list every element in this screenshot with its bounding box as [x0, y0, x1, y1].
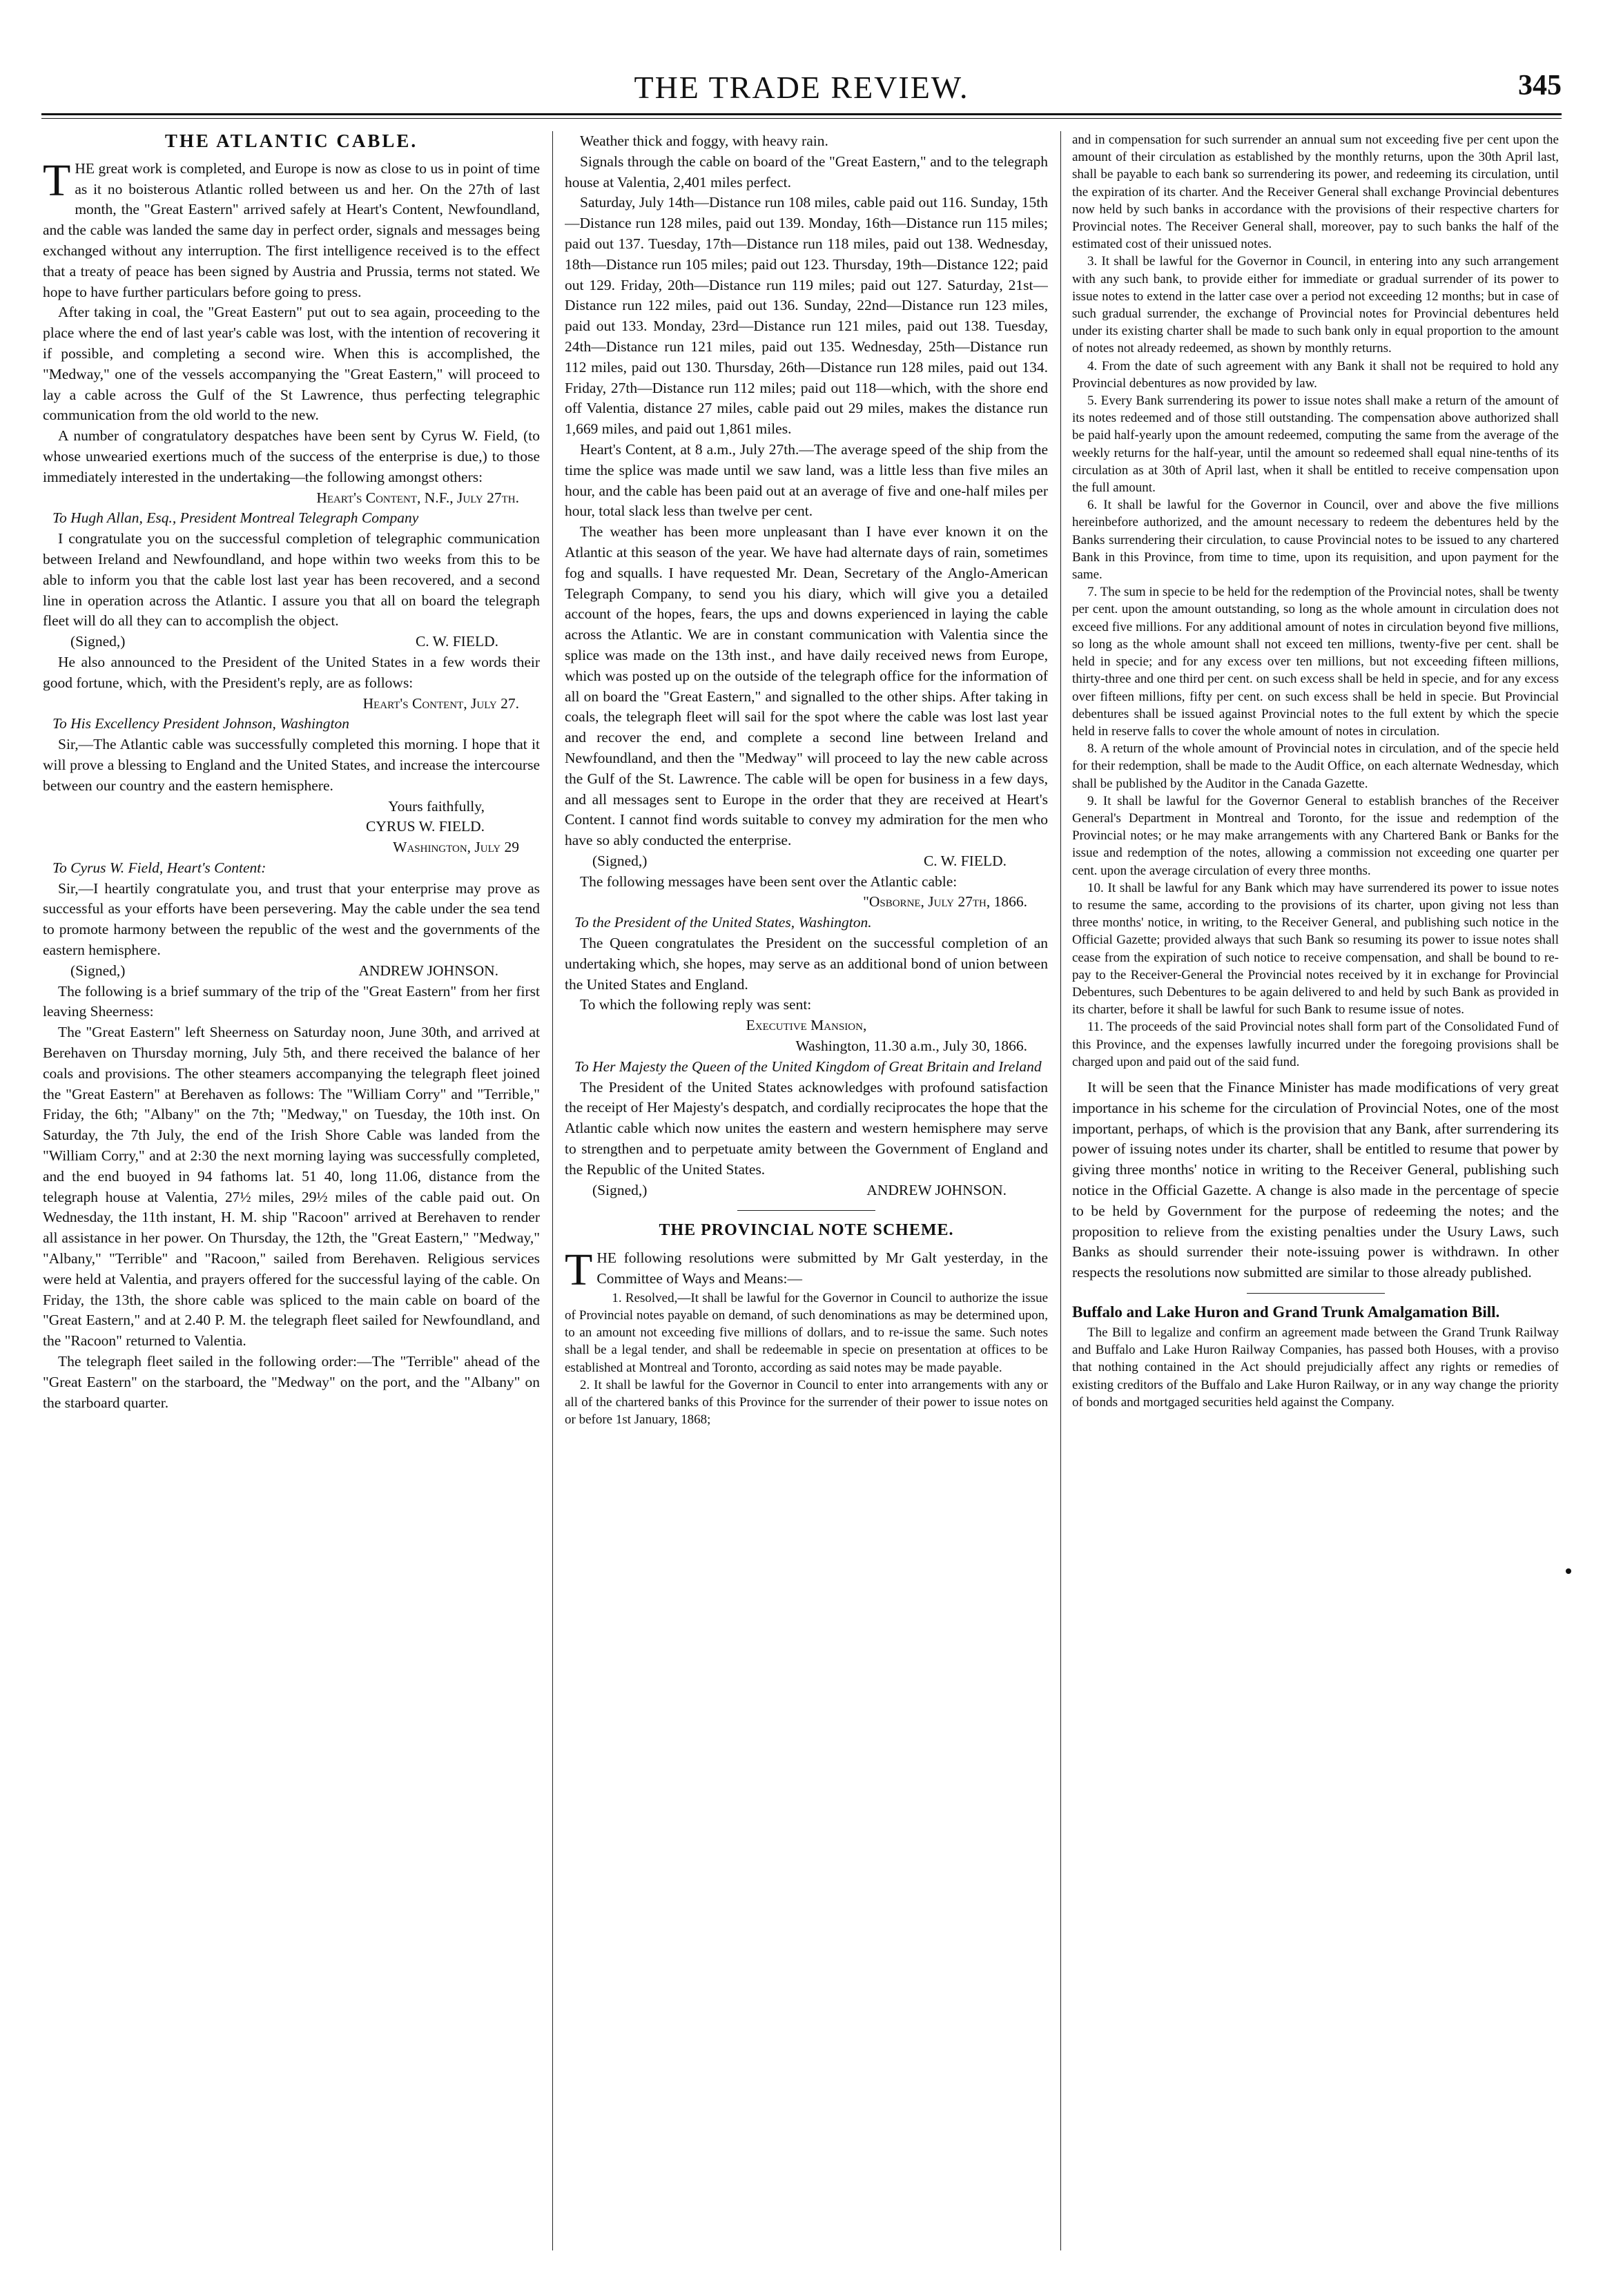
signatory: CYRUS W. FIELD. [365, 818, 485, 835]
resolution: and in compensation for such surrender an annual sum not exceeding five per cent upon the amount of their circulation as established by the monthly returns, upon the 30th April last, shall be payable to each bank so surrendering its power, and redeeming its circulation, until the expiration of its charter. And the Receiver General shall exchange Provincial debentures now held by such banks in accordance with the provisions of their respective charters for Provincial notes. The Receiver General shall, moreover, pay to such banks the half of the estimated cost of their unissued notes. [1072, 133, 1559, 252]
article-paragraph: Heart's Content, at 8 a.m., July 27th.—The average speed of the ship from the time the splice was made until we saw land, was a little less than five miles an hour, and the cable has been paid out at an average of five and one-half miles per hour, total slack less than twelve per cent. [565, 440, 1048, 520]
article-heading: THE PROVINCIAL NOTE SCHEME. [659, 1221, 954, 1240]
column-divider [1060, 131, 1061, 2250]
dispatch-body: I congratulate you on the successful completion of telegraphic communication between Ireland and Newfoundland, and hope within two weeks from this to be able to inform you that the cable lost last year has been recovered, and a second line in operation across the Atlantic. I assure you that all on board the telegraph fleet will do all they can to accomplish the object. [43, 530, 540, 630]
article-paragraph: The "Great Eastern" left Sheerness on Saturday noon, June 30th, and arrived at Berehaven on Thursday morning, July 5th, and there received the balance of her coals and provisions. The other steamers accompanying the telegraph fleet joined the "Great Eastern" at Berehaven as follows: The "William Corry" and "Terrible," Friday, the 6th; "Albany" on the 7th; "Medway," on Tuesday, the 10th inst. On Saturday, the 7th July, the end of the Irish Shore Cable was landed from the "William Corry," and at 2:30 the next morning laying was successfully completed, and the end buoyed in 94 fathoms lat. 51 40, long 11.06, distance from the telegraph house at Valentia, 27½ miles, 29½ miles of the cable paid out. On Wednesday, the 11th instant, H. M. ship "Racoon" arrived at Berehaven to render all assistance in her power. On Thursday, the 12th, the "Great Eastern," "Medway," "Albany," "Terrible" and "Racoon," sailed from Berehaven. Religious services were held at Valentia, and prayers offered for the successful laying of the cable. On Friday, the 13th, the shore cable was spliced to the main cable on board of the "Great Eastern," and at 2.40 P. M. the telegraph fleet sailed for Newfoundland, and the "Racoon" returned to Valentia. [43, 1024, 540, 1350]
resolution: 5. Every Bank surrendering its power to issue notes shall make a return of the amount of its notes redeemed and of those still outstanding. The compensation above authorized shall be paid half-yearly upon the amount redeemed, computing the same from the average of the weekly returns for the half-year, until the amount so redeemed shall equal nine-tenths of its circulation as at 30th of April last, when it shall be entitled to receive compensation upon the full amount. [1072, 393, 1559, 496]
section-separator [737, 1210, 875, 1211]
article-paragraph: The telegraph fleet sailed in the following order:—The "Terrible" ahead of the "Great Eastern" on the starboard, the "Medway" on the port, and the "Albany" on the starboard quarter. [43, 1353, 540, 1411]
signature-line [43, 632, 540, 652]
column-divider [552, 131, 553, 2250]
signed-label: (Signed,) [592, 852, 648, 869]
dispatch-body: Sir,—I heartily congratulate you, and trust that your enterprise may prove as successful as your efforts have been persevering. May the cable under the sea tend to promote harmony between the republic of the west and the governments of the eastern hemisphere. [43, 879, 540, 959]
article-paragraph: The weather has been more unpleasant than I have ever known it on the Atlantic at this season of the year. We have had alternate days of rain, sometimes fog and squalls. I have requested Mr. Dean, Secretary of the Anglo-American Telegraph Company, to send you his diary, which will give you a detailed account of the hopes, fears, the ups and downs experienced in laying the cable across the Atlantic. We are in constant communication with Valentia since the splice was made on the 13th inst., and have daily received news from Europe, which was posted up on the outside of the telegraph office for the information of all on board the "Great Eastern," and signalled to the other ships. After taking in coals, the telegraph fleet will sail for the spot where the cable was lost last year and recover the end, and complete a second line between Ireland and Newfoundland, and then the "Medway" will proceed to lay the new cable across the Gulf of the St. Lawrence. The cable will be open for business in a few days, and all messages sent to Europe in the order that they are received at Heart's Content. I cannot find words suitable to convey my admiration for the men who have so ably conducted the enterprise. [565, 523, 1048, 849]
article-paragraph: The following is a brief summary of the trip of the "Great Eastern" from her first leaving Sheerness: [43, 982, 540, 1020]
article-paragraph [565, 1245, 1048, 1296]
page-number: 345 [1518, 70, 1562, 101]
section-separator [1247, 1293, 1385, 1294]
article-heading: Buffalo and Lake Huron and Grand Trunk Amalgamation Bill. [1072, 1303, 1500, 1321]
drop-cap: T [43, 155, 71, 206]
article-paragraph: The following messages have been sent over the Atlantic cable: [580, 873, 958, 890]
article-heading: THE ATLANTIC CABLE. [164, 131, 418, 151]
resolution: 11. The proceeds of the said Provincial notes shall form part of the Consolidated Fund of this Province, and the expenses lawfully incurred under the foregoing provisions shall be charged upon and paid out of the said fund. [1072, 1020, 1559, 1069]
dispatch-body: Sir,—The Atlantic cable was successfully completed this morning. I hope that it will prove a blessing to England and the United States, and increase the intercourse between our country and the eastern hemisphere. [43, 736, 540, 794]
dispatch-body: The President of the United States acknowledges with profound satisfaction the receipt of Her Majesty's despatch, and cordially reciprocates the hope that the Atlantic cable which now unites the eastern and western hemisphere may serve to strengthen and to perpetuate amity between the Government of England and the Republic of the United States. [565, 1078, 1048, 1178]
article-paragraph: It will be seen that the Finance Minister has made modifications of very great importance in his scheme for the circulation of Provincial Notes, one of the most important, perhaps, of which is the provision that any Bank, after surrendering its power of issuing notes under its charter, shall be entitled to resume that power by giving three months' notice in writing to the Receiver General, publishing such notice in the Official Gazette. A change is also made in the percentage of specie to be held by Government for the purpose of redeeming the notes; and the proposition to relieve from the existing penalties under the Usury Laws, such Banks as should surrender their note-issuing power is withdrawn. In other respects the resolutions now submitted are similar to those already published. [1072, 1078, 1559, 1281]
dispatch-address: To His Excellency President Johnson, Washington [52, 715, 349, 732]
article-paragraph: Weather thick and foggy, with heavy rain. [580, 133, 828, 149]
signatory: C. W. FIELD. [923, 852, 1007, 869]
signatory: ANDREW JOHNSON. [358, 962, 498, 979]
article-paragraph: After taking in coal, the "Great Eastern" put out to sea again, proceeding to the place where the end of last year's cable was lost, with the intention of recovering it if possible, and completing a second wire. When this is accomplished, the "Medway," one of the vessels accompanying the "Great Eastern," will proceed to lay a cable across the Gulf of the St Lawrence, thus perfecting telegraphic communication from the old world to the new. [43, 304, 540, 424]
column-3 [1072, 131, 1559, 2250]
signed-label: (Signed,) [70, 962, 126, 979]
resolution: 8. A return of the whole amount of Provincial notes in circulation, and of the specie held for their redemption, shall be made to the Audit Office, on each alternate Wednesday, which shall be published by the Auditor in the Canada Gazette. [1072, 741, 1559, 791]
signatory: C. W. FIELD. [415, 633, 498, 650]
signature-line [565, 1180, 1048, 1201]
dispatch-dateline: Heart's Content, N.F., July 27th. [316, 489, 519, 506]
paragraph-text: HE great work is completed, and Europe is now as close to us in point of time as it no boisterous Atlantic rolled between us and her. On the 27th of last month, the "Great Eastern" arrived safely at Heart's Content, Newfoundland, and the cable was landed the same day in perfect order, signals and messages being exchanged without any interruption. The first intelligence received is to the effect that a treaty of peace has been signed by Austria and Prussia, terms not stated. We hope to have further particulars before going to press. [43, 159, 540, 300]
drop-cap: T [565, 1245, 593, 1296]
closing: Yours faithfully, [388, 797, 485, 815]
dispatch-dateline: Washington, 11.30 a.m., July 30, 1866. [795, 1038, 1027, 1055]
dispatch-body: The Queen congratulates the President on the successful completion of an undertaking which, she hopes, may serve as an additional bond of union between the United States and England. [565, 935, 1048, 993]
article-paragraph: To which the following reply was sent: [580, 996, 812, 1013]
article-paragraph: A number of congratulatory despatches have been sent by Cyrus W. Field, (to whose unwearied exertions much of the success of the enterprise is due,) to those immediately interested in the undertaking—the following amongst others: [43, 427, 540, 485]
dispatch-address: To Cyrus W. Field, Heart's Content: [52, 859, 266, 876]
signature-line [43, 961, 540, 982]
resolution: 6. It shall be lawful for the Governor in Council, over and above the five millions hereinbefore authorized, and the amount necessary to redeem the debentures held by the Banks surrendering their circulation, to cause Provincial notes to be issued to any chartered Bank in this Province, from time to time, upon its requisition, and upon payment for the same. [1072, 498, 1559, 583]
publication-title: THE TRADE REVIEW. [634, 70, 969, 105]
dispatch-dateline: Washington, July 29 [393, 839, 519, 856]
resolution: 4. From the date of such agreement with any Bank it shall not be required to hold any Provincial debentures as now provided by law. [1072, 358, 1559, 391]
resolution: 10. It shall be lawful for any Bank which may have surrendered its power to issue notes to resume the same, according to the provisions of its charter, upon giving not less than three months' notice, in writing, to the Receiver General, and publishing such notice in the Official Gazette; provided always that such Bank so resuming its power to issue notes shall cease from the expiration of such notice to receive compensation, and shall be bound to re-pay to the Receiver-General the Provincial notes received by it in exchange for Provincial Debentures, such Debentures to be again delivered to and held by such Bank as provided in its charter, before it shall be lawful for such Bank to resume issue of notes. [1072, 880, 1559, 1018]
dispatch-address: To the President of the United States, Washington. [574, 914, 872, 931]
article-paragraph: Saturday, July 14th—Distance run 108 miles, cable paid out 116. Sunday, 15th—Distance run 128 miles, paid out 139. Monday, 16th—Distance run 115 miles; paid out 137. Tuesday, 17th—Distance run 118 miles, paid out 138. Wednesday, 18th—Distance run 105 miles; paid out 123. Thursday, 19th—Distance 122; paid out 129. Friday, 20th—Distance run 119 miles; paid out 127. Saturday, 21st—Distance run 122 miles, paid out 136. Sunday, 22nd—Distance run 123 miles, paid out 133. Monday, 23rd—Distance run 121 miles, paid out 138. Tuesday, 24th—Distance run 121 miles, paid out 135. Wednesday, 25th—Distance run 112 miles, paid out 130. Thursday, 26th—Distance run 128 miles, paid out 134. Friday, 27th—Distance run 112 miles; paid out 118—which, with the shore end off Valentia, distance 27 miles, cable paid out 29 miles, makes the distance run 1,669 miles, and paid out 1,861 miles. [565, 194, 1048, 438]
header-rule [41, 113, 1562, 119]
paragraph-text: HE following resolutions were submitted by Mr Galt yesterday, in the Committee of Ways and Means:— [596, 1249, 1048, 1287]
article-paragraph: The Bill to legalize and confirm an agreement made between the Grand Trunk Railway and Buffalo and Lake Huron Railway Companies, has passed both Houses, with a proviso that nothing contained in the Act should prejudicially affect any rights or remedies of existing creditors of the Buffalo and Lake Huron Railway, or in any way change the priority of bonds and mortgaged securities held against the Company. [1072, 1325, 1559, 1410]
article-paragraph [43, 155, 540, 303]
column-2 [565, 131, 1048, 2250]
resolution: 1. Resolved,—It shall be lawful for the Governor in Council to authorize the issue of Provincial notes payable on demand, of such denominations as may be determined upon, to an amount not exceeding five millions of dollars, and to re-issue the same. Such notes shall be a legal tender, and shall be redeemable in specie on presentation at offices to be established at Montreal and Toronto, according as said notes may be made payable. [565, 1290, 1048, 1375]
signed-label: (Signed,) [70, 633, 126, 650]
article-paragraph: He also announced to the President of the United States in a few words their good fortune, which, with the President's reply, are as follows: [43, 653, 540, 691]
dispatch-dateline: "Osborne, July 27th, 1866. [863, 893, 1027, 911]
dispatch-address: To Her Majesty the Queen of the United Kingdom of Great Britain and Ireland [574, 1058, 1042, 1075]
signature-line [565, 851, 1048, 872]
dispatch-address: To Hugh Allan, Esq., President Montreal Telegraph Company [52, 509, 419, 527]
resolution: 2. It shall be lawful for the Governor in Council to enter into arrangements with any or all of the chartered banks of this Province for the surrender of their power to issue notes on or before 1st January, 1868; [565, 1377, 1048, 1428]
signed-label: (Signed,) [592, 1181, 648, 1198]
resolution: 9. It shall be lawful for the Governor General to establish branches of the Receiver General's Department in Montreal and Toronto, for the issue and redemption of the Provincial notes; or he may make arrangements with any Chartered Bank or Banks for the issue and redemption of the notes, allowing a commission not exceeding one quarter per cent. upon the average circulation of every three months. [1072, 793, 1559, 878]
dispatch-dateline: Heart's Content, July 27. [362, 694, 519, 712]
resolution: 3. It shall be lawful for the Governor in Council, in entering into any such arrangement with any such bank, to provide either for immediate or gradual surrender of its power to issue notes to extend in the latter case over a period not exceeding 12 months; but in case of such gradual surrender, the exchange of Provincial notes for Provincial debentures held under its existing charter shall be made to such bank only in equal proportion to the amount of notes not already redeemed, as shown by monthly returns. [1072, 254, 1559, 356]
margin-mark [1566, 1568, 1571, 1574]
resolution: 7. The sum in specie to be held for the redemption of the Provincial notes, shall be twenty per cent. upon the amount outstanding, so long as the whole amount in circulation does not exceed five millions. For any additional amount of notes in circulation beyond five millions, so long as the whole amount shall not exceed ten millions, twenty-five per cent. shall be held in specie; and for any excess over ten millions, but not exceeding fifteen millions, thirty-three and one third per cent. on such excess shall be held in specie, and for any excess over fifteen millions, fifty per cent. on such excess shall be held in specie. But Provincial debentures shall be issued against Provincial notes to the full extent by which the specie held in reserve falls to cover the whole amount of notes in circulation. [1072, 585, 1559, 739]
column-1 [43, 131, 540, 2250]
signatory: ANDREW JOHNSON. [866, 1181, 1007, 1198]
dispatch-place: Executive Mansion, [746, 1017, 867, 1034]
article-paragraph: Signals through the cable on board of the "Great Eastern," and to the telegraph house at Valentia, 2,401 miles perfect. [565, 153, 1048, 191]
masthead [41, 69, 1562, 110]
